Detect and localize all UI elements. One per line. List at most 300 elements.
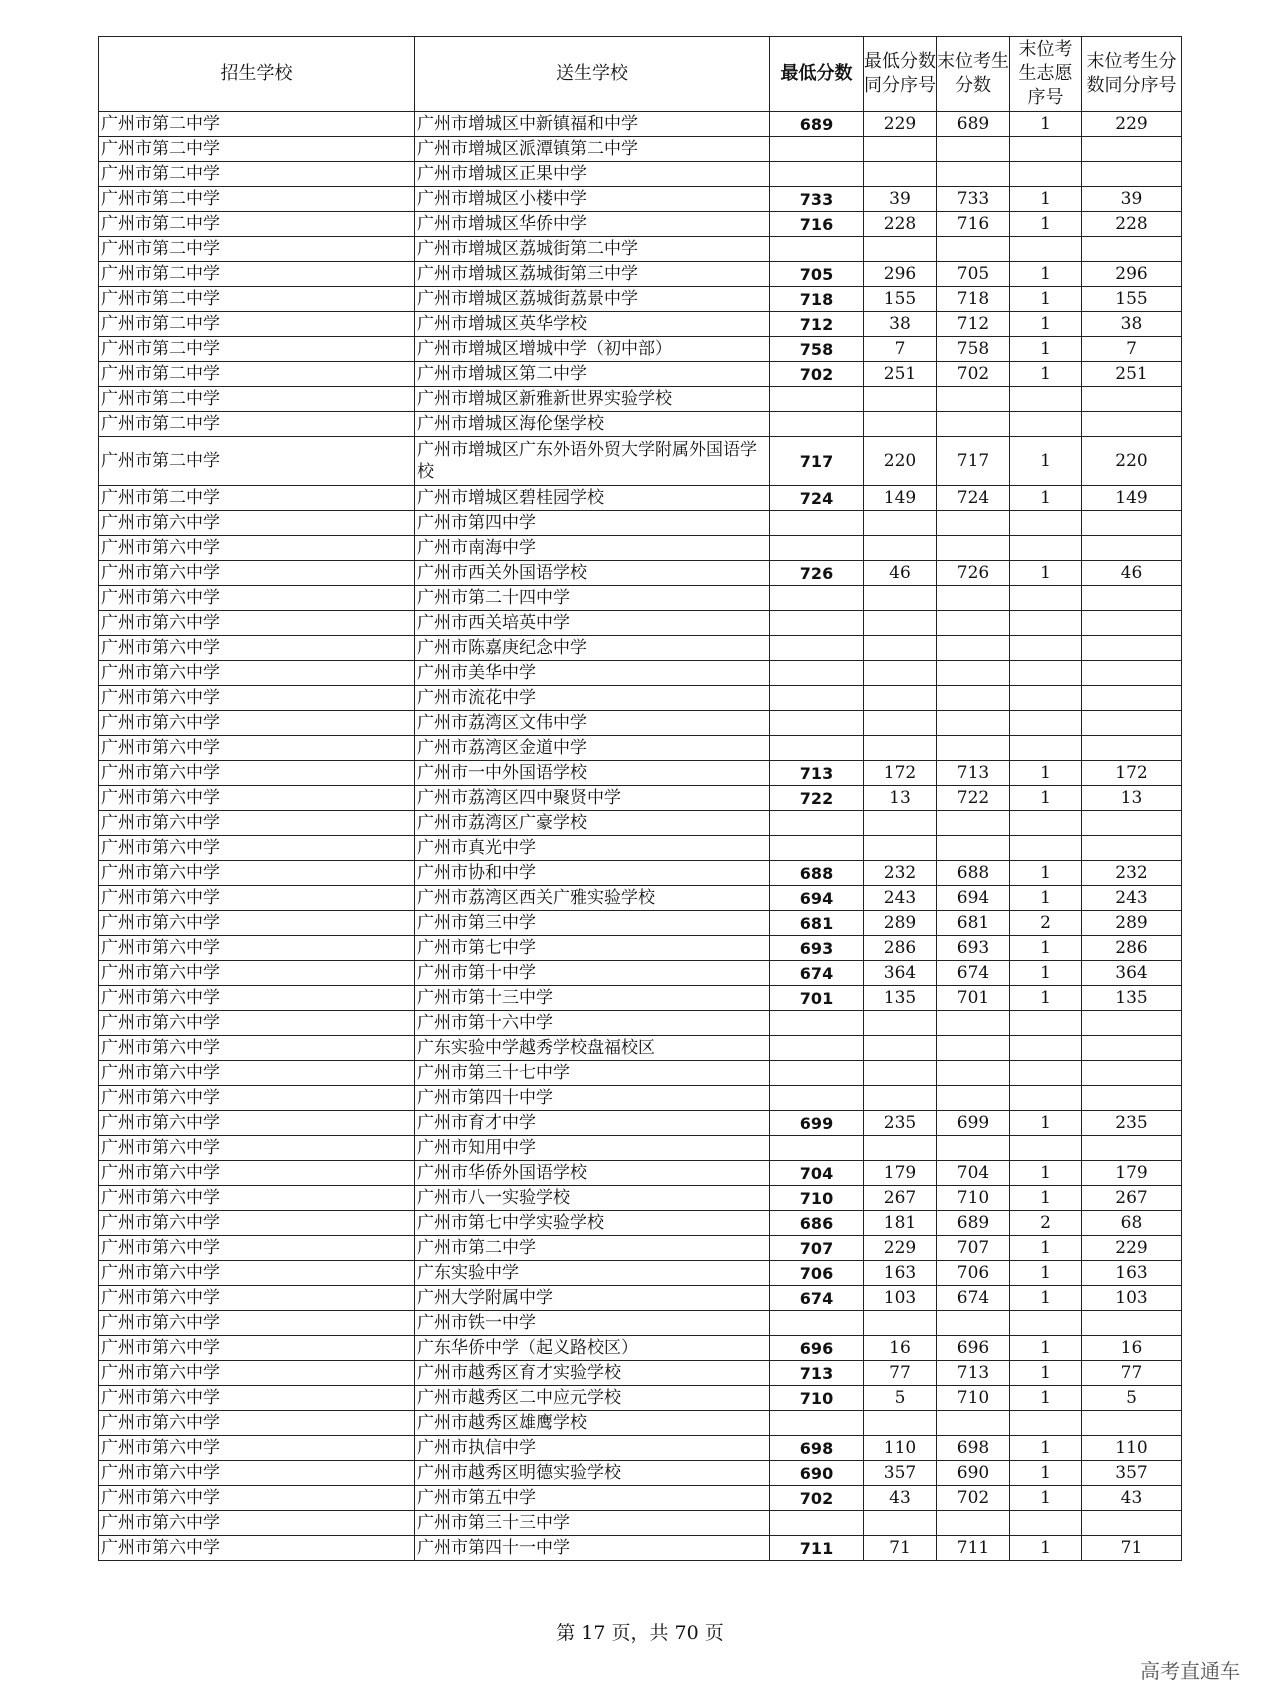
- cell-min-score: 702: [770, 362, 864, 387]
- cell-min-score-rank: 163: [864, 1261, 937, 1286]
- cell-last-rank: 296: [1082, 262, 1182, 287]
- cell-enroll-school: 广州市第六中学: [99, 1236, 415, 1261]
- cell-enroll-school: 广州市第二中学: [99, 337, 415, 362]
- cell-min-score: 689: [770, 112, 864, 137]
- cell-min-score-rank: [864, 1411, 937, 1436]
- cell-last-score: 713: [937, 761, 1010, 786]
- cell-min-score: 710: [770, 1386, 864, 1411]
- cell-min-score: [770, 137, 864, 162]
- table-row: [99, 437, 1182, 486]
- cell-send-school: 广州市增城区第二中学: [415, 362, 770, 387]
- cell-last-rank: [1082, 1086, 1182, 1111]
- table-row: [99, 412, 1182, 437]
- cell-last-choice: 1: [1010, 561, 1082, 586]
- cell-last-choice: 1: [1010, 437, 1082, 486]
- table-row: [99, 561, 1182, 586]
- cell-min-score-rank: [864, 586, 937, 611]
- cell-enroll-school: 广州市第六中学: [99, 1511, 415, 1536]
- cell-last-score: 726: [937, 561, 1010, 586]
- cell-last-rank: [1082, 611, 1182, 636]
- cell-last-choice: [1010, 162, 1082, 187]
- cell-last-choice: 1: [1010, 486, 1082, 511]
- cell-last-choice: [1010, 1011, 1082, 1036]
- cell-last-score: 704: [937, 1161, 1010, 1186]
- cell-last-rank: [1082, 1136, 1182, 1161]
- cell-last-choice: 1: [1010, 1186, 1082, 1211]
- cell-last-rank: [1082, 1411, 1182, 1436]
- cell-send-school: 广州市美华中学: [415, 661, 770, 686]
- cell-send-school: 广州市第三中学: [415, 911, 770, 936]
- cell-min-score: 710: [770, 1186, 864, 1211]
- cell-send-school: 广东实验中学: [415, 1261, 770, 1286]
- cell-min-score: 699: [770, 1111, 864, 1136]
- cell-last-rank: 179: [1082, 1161, 1182, 1186]
- cell-last-score: [937, 711, 1010, 736]
- cell-last-rank: 163: [1082, 1261, 1182, 1286]
- cell-last-score: [937, 1011, 1010, 1036]
- cell-enroll-school: 广州市第二中学: [99, 262, 415, 287]
- cell-last-score: 690: [937, 1461, 1010, 1486]
- cell-min-score: 696: [770, 1336, 864, 1361]
- cell-min-score-rank: 357: [864, 1461, 937, 1486]
- table-row: [99, 212, 1182, 237]
- cell-last-score: 696: [937, 1336, 1010, 1361]
- cell-send-school: 广州市增城区小楼中学: [415, 187, 770, 212]
- cell-enroll-school: 广州市第六中学: [99, 761, 415, 786]
- cell-send-school: 广州市荔湾区四中聚贤中学: [415, 786, 770, 811]
- table-row: [99, 1036, 1182, 1061]
- cell-min-score-rank: 220: [864, 437, 937, 486]
- cell-enroll-school: 广州市第二中学: [99, 287, 415, 312]
- cell-min-score: [770, 811, 864, 836]
- cell-last-choice: 2: [1010, 911, 1082, 936]
- cell-send-school: 广州市第四中学: [415, 511, 770, 536]
- cell-min-score: 718: [770, 287, 864, 312]
- cell-last-score: 710: [937, 1386, 1010, 1411]
- cell-send-school: 广州市增城区荔城街第三中学: [415, 262, 770, 287]
- cell-enroll-school: 广州市第二中学: [99, 437, 415, 486]
- cell-last-rank: 43: [1082, 1486, 1182, 1511]
- cell-min-score-rank: 16: [864, 1336, 937, 1361]
- cell-last-score: 688: [937, 861, 1010, 886]
- cell-min-score: [770, 836, 864, 861]
- cell-last-choice: 1: [1010, 1486, 1082, 1511]
- cell-last-score: 716: [937, 212, 1010, 237]
- cell-last-rank: 357: [1082, 1461, 1182, 1486]
- table-row: [99, 1411, 1182, 1436]
- table-row: [99, 636, 1182, 661]
- cell-min-score-rank: [864, 661, 937, 686]
- cell-last-score: 702: [937, 1486, 1010, 1511]
- cell-send-school: 广州市第七中学实验学校: [415, 1211, 770, 1236]
- cell-last-score: 712: [937, 312, 1010, 337]
- cell-last-score: [937, 811, 1010, 836]
- cell-send-school: 广州市增城区广东外语外贸大学附属外国语学校: [415, 437, 770, 486]
- cell-min-score: [770, 686, 864, 711]
- cell-min-score: [770, 711, 864, 736]
- cell-enroll-school: 广州市第二中学: [99, 412, 415, 437]
- cell-last-score: 689: [937, 112, 1010, 137]
- cell-min-score-rank: 77: [864, 1361, 937, 1386]
- cell-last-score: 689: [937, 1211, 1010, 1236]
- cell-send-school: 广州市西关培英中学: [415, 611, 770, 636]
- table-row: [99, 362, 1182, 387]
- cell-last-choice: [1010, 836, 1082, 861]
- cell-min-score: 681: [770, 911, 864, 936]
- table-row: [99, 137, 1182, 162]
- cell-enroll-school: 广州市第六中学: [99, 961, 415, 986]
- table-row: [99, 1186, 1182, 1211]
- cell-last-choice: 1: [1010, 1461, 1082, 1486]
- cell-last-rank: 7: [1082, 337, 1182, 362]
- cell-last-choice: 1: [1010, 287, 1082, 312]
- cell-last-rank: 68: [1082, 1211, 1182, 1236]
- cell-enroll-school: 广州市第二中学: [99, 112, 415, 137]
- cell-send-school: 广州市越秀区雄鹰学校: [415, 1411, 770, 1436]
- cell-last-score: [937, 686, 1010, 711]
- cell-last-score: [937, 611, 1010, 636]
- cell-min-score: [770, 536, 864, 561]
- cell-last-choice: 1: [1010, 212, 1082, 237]
- cell-last-rank: [1082, 686, 1182, 711]
- cell-last-choice: [1010, 811, 1082, 836]
- cell-enroll-school: 广州市第六中学: [99, 1011, 415, 1036]
- cell-last-choice: 1: [1010, 1286, 1082, 1311]
- cell-last-choice: [1010, 1136, 1082, 1161]
- cell-send-school: 广东实验中学越秀学校盘福校区: [415, 1036, 770, 1061]
- header-last-choice: 末位考生志愿序号: [1010, 37, 1082, 112]
- cell-send-school: 广州市西关外国语学校: [415, 561, 770, 586]
- cell-last-rank: 286: [1082, 936, 1182, 961]
- cell-last-choice: 1: [1010, 1361, 1082, 1386]
- cell-last-choice: 1: [1010, 786, 1082, 811]
- table-row: [99, 1136, 1182, 1161]
- cell-last-choice: 1: [1010, 1161, 1082, 1186]
- cell-send-school: 广州市增城区正果中学: [415, 162, 770, 187]
- cell-send-school: 广州市增城区海伦堡学校: [415, 412, 770, 437]
- cell-last-score: 706: [937, 1261, 1010, 1286]
- cell-last-choice: [1010, 536, 1082, 561]
- cell-last-rank: [1082, 237, 1182, 262]
- cell-send-school: 广州市增城区新雅新世界实验学校: [415, 387, 770, 412]
- cell-last-rank: 103: [1082, 1286, 1182, 1311]
- cell-last-rank: [1082, 162, 1182, 187]
- cell-last-score: 711: [937, 1536, 1010, 1561]
- cell-last-rank: 229: [1082, 1236, 1182, 1261]
- cell-min-score-rank: 172: [864, 761, 937, 786]
- table-row: [99, 1336, 1182, 1361]
- cell-enroll-school: 广州市第六中学: [99, 986, 415, 1011]
- cell-enroll-school: 广州市第六中学: [99, 1261, 415, 1286]
- cell-last-rank: 289: [1082, 911, 1182, 936]
- cell-last-choice: 1: [1010, 986, 1082, 1011]
- header-min-score-rank: 最低分数同分序号: [864, 37, 937, 112]
- cell-send-school: 广州市第七中学: [415, 936, 770, 961]
- cell-send-school: 广州市第十三中学: [415, 986, 770, 1011]
- cell-enroll-school: 广州市第六中学: [99, 561, 415, 586]
- header-send-school: 送生学校: [415, 37, 770, 112]
- cell-enroll-school: 广州市第六中学: [99, 936, 415, 961]
- cell-min-score-rank: 243: [864, 886, 937, 911]
- cell-last-rank: [1082, 1036, 1182, 1061]
- cell-last-rank: [1082, 387, 1182, 412]
- cell-min-score-rank: 229: [864, 112, 937, 137]
- table-row: [99, 1436, 1182, 1461]
- cell-last-choice: [1010, 387, 1082, 412]
- cell-last-rank: 39: [1082, 187, 1182, 212]
- table-body: [99, 112, 1182, 1561]
- cell-min-score-rank: 13: [864, 786, 937, 811]
- cell-min-score-rank: 229: [864, 1236, 937, 1261]
- cell-enroll-school: 广州市第六中学: [99, 686, 415, 711]
- cell-last-choice: [1010, 1511, 1082, 1536]
- cell-enroll-school: 广州市第二中学: [99, 362, 415, 387]
- cell-last-choice: [1010, 611, 1082, 636]
- cell-min-score-rank: [864, 536, 937, 561]
- cell-enroll-school: 广州市第六中学: [99, 1211, 415, 1236]
- table-row: [99, 661, 1182, 686]
- cell-enroll-school: 广州市第二中学: [99, 237, 415, 262]
- cell-min-score: 711: [770, 1536, 864, 1561]
- table-row: [99, 112, 1182, 137]
- cell-last-rank: [1082, 636, 1182, 661]
- cell-min-score-rank: [864, 1061, 937, 1086]
- cell-send-school: 广州市铁一中学: [415, 1311, 770, 1336]
- cell-last-rank: [1082, 586, 1182, 611]
- cell-last-choice: [1010, 412, 1082, 437]
- cell-min-score: [770, 1411, 864, 1436]
- cell-last-rank: [1082, 412, 1182, 437]
- cell-last-score: [937, 1036, 1010, 1061]
- cell-send-school: 广州市荔湾区广豪学校: [415, 811, 770, 836]
- cell-enroll-school: 广州市第二中学: [99, 486, 415, 511]
- cell-min-score: 713: [770, 1361, 864, 1386]
- table-row: [99, 536, 1182, 561]
- cell-min-score-rank: 7: [864, 337, 937, 362]
- cell-enroll-school: 广州市第六中学: [99, 1136, 415, 1161]
- cell-last-rank: 71: [1082, 1536, 1182, 1561]
- table-row: [99, 511, 1182, 536]
- cell-last-choice: 1: [1010, 961, 1082, 986]
- cell-enroll-school: 广州市第六中学: [99, 1036, 415, 1061]
- cell-min-score: [770, 636, 864, 661]
- cell-min-score-rank: 135: [864, 986, 937, 1011]
- cell-last-choice: 1: [1010, 312, 1082, 337]
- cell-min-score: 702: [770, 1486, 864, 1511]
- cell-enroll-school: 广州市第六中学: [99, 511, 415, 536]
- cell-last-choice: [1010, 1086, 1082, 1111]
- cell-last-rank: 149: [1082, 486, 1182, 511]
- cell-send-school: 广州市增城区增城中学（初中部）: [415, 337, 770, 362]
- cell-enroll-school: 广州市第六中学: [99, 1311, 415, 1336]
- cell-min-score-rank: [864, 511, 937, 536]
- cell-min-score-rank: 181: [864, 1211, 937, 1236]
- cell-send-school: 广州市一中外国语学校: [415, 761, 770, 786]
- table-row: [99, 1386, 1182, 1411]
- cell-min-score: 690: [770, 1461, 864, 1486]
- cell-min-score: 686: [770, 1211, 864, 1236]
- cell-last-rank: 5: [1082, 1386, 1182, 1411]
- table-row: [99, 187, 1182, 212]
- cell-enroll-school: 广州市第六中学: [99, 736, 415, 761]
- cell-send-school: 广州市越秀区二中应元学校: [415, 1386, 770, 1411]
- cell-enroll-school: 广州市第六中学: [99, 711, 415, 736]
- cell-send-school: 广州市第四十一中学: [415, 1536, 770, 1561]
- cell-min-score-rank: 103: [864, 1286, 937, 1311]
- admission-table: [98, 36, 1182, 1561]
- cell-min-score-rank: 110: [864, 1436, 937, 1461]
- cell-last-score: 702: [937, 362, 1010, 387]
- table-row: [99, 786, 1182, 811]
- cell-last-score: 707: [937, 1236, 1010, 1261]
- cell-send-school: 广州市荔湾区金道中学: [415, 736, 770, 761]
- cell-send-school: 广州市越秀区育才实验学校: [415, 1361, 770, 1386]
- cell-enroll-school: 广州市第二中学: [99, 212, 415, 237]
- cell-last-score: [937, 162, 1010, 187]
- cell-send-school: 广州市南海中学: [415, 536, 770, 561]
- cell-min-score-rank: 5: [864, 1386, 937, 1411]
- cell-enroll-school: 广州市第六中学: [99, 1436, 415, 1461]
- cell-last-choice: 1: [1010, 112, 1082, 137]
- header-last-rank: 末位考生分数同分序号: [1082, 37, 1182, 112]
- cell-last-choice: [1010, 237, 1082, 262]
- cell-last-rank: 135: [1082, 986, 1182, 1011]
- cell-min-score: [770, 387, 864, 412]
- cell-min-score: [770, 611, 864, 636]
- cell-last-score: 718: [937, 287, 1010, 312]
- cell-min-score-rank: [864, 1511, 937, 1536]
- cell-min-score: [770, 1061, 864, 1086]
- cell-min-score: [770, 237, 864, 262]
- cell-send-school: 广州市第五中学: [415, 1486, 770, 1511]
- table-row: [99, 1011, 1182, 1036]
- cell-last-rank: 155: [1082, 287, 1182, 312]
- cell-min-score-rank: [864, 1036, 937, 1061]
- cell-enroll-school: 广州市第六中学: [99, 586, 415, 611]
- table-row: [99, 1111, 1182, 1136]
- cell-last-score: [937, 412, 1010, 437]
- table-row: [99, 312, 1182, 337]
- cell-last-rank: [1082, 1511, 1182, 1536]
- cell-send-school: 广州市八一实验学校: [415, 1186, 770, 1211]
- cell-enroll-school: 广州市第六中学: [99, 1061, 415, 1086]
- cell-last-score: [937, 1136, 1010, 1161]
- cell-last-rank: 267: [1082, 1186, 1182, 1211]
- table-row: [99, 761, 1182, 786]
- cell-min-score: 726: [770, 561, 864, 586]
- table-row: [99, 911, 1182, 936]
- cell-min-score-rank: [864, 1011, 937, 1036]
- cell-last-rank: 13: [1082, 786, 1182, 811]
- cell-last-score: 710: [937, 1186, 1010, 1211]
- cell-last-score: [937, 511, 1010, 536]
- cell-last-rank: 232: [1082, 861, 1182, 886]
- cell-last-choice: [1010, 636, 1082, 661]
- cell-last-score: [937, 1086, 1010, 1111]
- table-row: [99, 836, 1182, 861]
- cell-last-choice: 1: [1010, 1111, 1082, 1136]
- cell-last-rank: 228: [1082, 212, 1182, 237]
- cell-min-score: 701: [770, 986, 864, 1011]
- header-min-score: 最低分数: [770, 37, 864, 112]
- cell-min-score: [770, 1086, 864, 1111]
- cell-last-score: 733: [937, 187, 1010, 212]
- cell-last-score: 698: [937, 1436, 1010, 1461]
- cell-min-score-rank: 228: [864, 212, 937, 237]
- cell-min-score: 733: [770, 187, 864, 212]
- watermark: 高考直通车: [1140, 1659, 1240, 1683]
- cell-last-choice: 1: [1010, 1386, 1082, 1411]
- cell-last-rank: 220: [1082, 437, 1182, 486]
- cell-enroll-school: 广州市第六中学: [99, 811, 415, 836]
- cell-last-score: 705: [937, 262, 1010, 287]
- cell-last-rank: 46: [1082, 561, 1182, 586]
- table-row: [99, 287, 1182, 312]
- cell-send-school: 广州市第四十中学: [415, 1086, 770, 1111]
- cell-last-score: [937, 636, 1010, 661]
- cell-min-score-rank: 286: [864, 936, 937, 961]
- cell-last-choice: 1: [1010, 1336, 1082, 1361]
- cell-send-school: 广州市第二中学: [415, 1236, 770, 1261]
- cell-last-rank: [1082, 536, 1182, 561]
- cell-last-choice: 1: [1010, 886, 1082, 911]
- cell-send-school: 广州市荔湾区文伟中学: [415, 711, 770, 736]
- cell-last-choice: [1010, 1061, 1082, 1086]
- cell-min-score: 698: [770, 1436, 864, 1461]
- cell-enroll-school: 广州市第六中学: [99, 661, 415, 686]
- cell-enroll-school: 广州市第六中学: [99, 1486, 415, 1511]
- cell-last-score: [937, 736, 1010, 761]
- cell-last-rank: 243: [1082, 886, 1182, 911]
- cell-last-rank: 229: [1082, 112, 1182, 137]
- cell-min-score-rank: 46: [864, 561, 937, 586]
- cell-min-score-rank: 267: [864, 1186, 937, 1211]
- cell-send-school: 广州市荔湾区西关广雅实验学校: [415, 886, 770, 911]
- cell-send-school: 广州市增城区华侨中学: [415, 212, 770, 237]
- table-row: [99, 886, 1182, 911]
- cell-last-rank: 38: [1082, 312, 1182, 337]
- cell-last-choice: 1: [1010, 187, 1082, 212]
- cell-min-score-rank: 38: [864, 312, 937, 337]
- table-row: [99, 936, 1182, 961]
- cell-last-rank: 77: [1082, 1361, 1182, 1386]
- cell-last-rank: [1082, 836, 1182, 861]
- cell-min-score-rank: [864, 162, 937, 187]
- cell-enroll-school: 广州市第六中学: [99, 861, 415, 886]
- cell-last-score: 717: [937, 437, 1010, 486]
- cell-enroll-school: 广州市第二中学: [99, 187, 415, 212]
- cell-last-score: [937, 1511, 1010, 1536]
- cell-last-rank: 172: [1082, 761, 1182, 786]
- cell-min-score: [770, 412, 864, 437]
- cell-min-score: 707: [770, 1236, 864, 1261]
- cell-send-school: 广州市增城区中新镇福和中学: [415, 112, 770, 137]
- cell-send-school: 广州市华侨外国语学校: [415, 1161, 770, 1186]
- cell-last-rank: 235: [1082, 1111, 1182, 1136]
- cell-last-score: [937, 1311, 1010, 1336]
- table-row: [99, 337, 1182, 362]
- cell-send-school: 广州市增城区英华学校: [415, 312, 770, 337]
- cell-min-score: [770, 736, 864, 761]
- cell-min-score: [770, 511, 864, 536]
- cell-enroll-school: 广州市第六中学: [99, 836, 415, 861]
- cell-last-choice: 1: [1010, 1436, 1082, 1461]
- cell-last-rank: 251: [1082, 362, 1182, 387]
- cell-min-score: [770, 586, 864, 611]
- cell-last-rank: [1082, 811, 1182, 836]
- cell-min-score-rank: 235: [864, 1111, 937, 1136]
- cell-min-score-rank: 296: [864, 262, 937, 287]
